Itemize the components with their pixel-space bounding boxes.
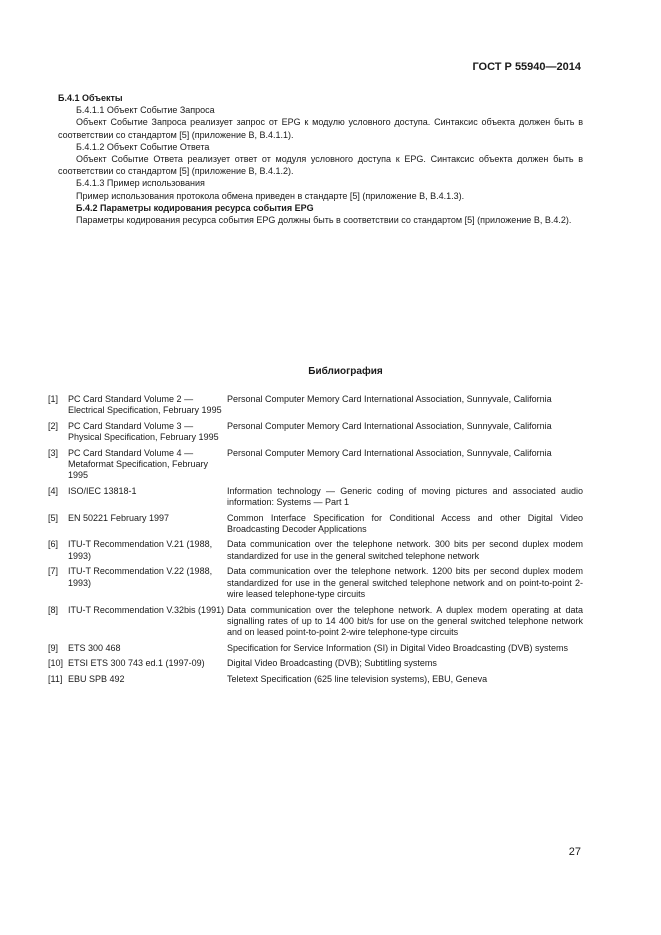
entry-number: [6]	[48, 539, 59, 550]
entry-reference: ITU-T Recommendation V.22 (1988, 1993)	[68, 566, 213, 588]
entry-reference: EBU SPB 492	[68, 673, 125, 684]
entry-description: Data communication over the telephone network. 1200 bits per second duplex modem standardized for use in the general switched telephone network and on point-to-point 2-wire leased telephone-type circuits	[227, 566, 583, 600]
subsection-heading: Б.4.1.1 Объект Событие Запроса	[76, 105, 215, 116]
subsection-heading: Б.4.1.2 Объект Событие Ответа	[76, 141, 210, 152]
entry-description: Common Interface Specification for Conditional Access and other Digital Video Broadcasting Decoder Applications	[227, 512, 583, 535]
entry-reference: ETSI ETS 300 743 ed.1 (1997-09)	[68, 658, 205, 669]
entry-description: Teletext Specification (625 line television systems), EBU, Geneva	[227, 673, 488, 684]
entry-description: Personal Computer Memory Card International Association, Sunnyvale, California	[227, 420, 552, 431]
bibliography-entry	[48, 566, 583, 600]
section-heading: Б.4.2 Параметры кодирования ресурса события EPG	[76, 202, 314, 213]
bibliography-entry	[48, 674, 583, 685]
entry-description: Specification for Service Information (SI) in Digital Video Broadcasting (DVB) systems	[227, 642, 568, 653]
section-heading: Б.4.1 Объекты	[58, 93, 123, 103]
entry-description: Digital Video Broadcasting (DVB); Subtitling systems	[227, 658, 437, 669]
bibliography-entry	[48, 643, 583, 654]
paragraph: Объект Событие Запроса реализует запрос от EPG к модулю условного доступа. Синтаксис объекта должен быть в соответствии со стандартом [5] (приложение В, В.4.1.1).	[58, 117, 583, 140]
entry-reference: PC Card Standard Volume 2 — Electrical Specification, February 1995	[68, 394, 222, 416]
paragraph: Пример использования протокола обмена приведен в стандарте [5] (приложение В, В.4.1.3).	[76, 190, 465, 201]
entry-number: [10]	[48, 658, 64, 669]
entry-number: [9]	[48, 642, 59, 653]
bibliography-title: Библиография	[308, 366, 383, 377]
entry-reference: EN 50221 February 1997	[68, 512, 170, 523]
entry-number: [2]	[48, 420, 59, 431]
document-id: ГОСТ Р 55940—2014	[472, 61, 581, 73]
body-text	[58, 92, 583, 226]
subsection-heading: Б.4.1.3 Пример использования	[76, 178, 205, 189]
bibliography-entry	[48, 658, 583, 669]
entry-reference: ITU-T Recommendation V.21 (1988, 1993)	[68, 539, 213, 561]
bibliography-entry	[48, 421, 583, 444]
entry-description: Data communication over the telephone network. A duplex modem operating at data signalling rates of up to 14 400 bit/s for use on the general switched telephone network and on leased point-to-point 2-wire telephone-type circuits	[227, 604, 583, 638]
bibliography-entry	[48, 539, 583, 562]
entry-description: Data communication over the telephone network. 300 bits per second duplex modem standardized for use in the general switched telephone network	[227, 539, 583, 561]
bibliography-entry	[48, 394, 583, 417]
bibliography-entry	[48, 513, 583, 536]
entry-description: Information technology — Generic coding of moving pictures and associated audio information: Systems — Part 1	[227, 485, 583, 508]
entry-number: [11]	[48, 673, 63, 684]
entry-reference: ITU-T Recommendation V.32bis (1991)	[68, 604, 225, 615]
entry-reference: ETS 300 468	[68, 642, 121, 653]
entry-number: [7]	[48, 566, 59, 577]
entry-number: [3]	[48, 447, 59, 458]
page-number: 27	[568, 846, 581, 858]
entry-description: Personal Computer Memory Card International Association, Sunnyvale, California	[227, 394, 552, 404]
bibliography-entry	[48, 486, 583, 509]
entry-reference: PC Card Standard Volume 4 — Metaformat Specification, February 1995	[68, 447, 209, 481]
paragraph: Параметры кодирования ресурса события EPG должны быть в соответствии со стандартом [5] (приложение В, В.4.2).	[76, 215, 572, 226]
entry-number: [1]	[48, 394, 59, 404]
bibliography-entry	[48, 605, 583, 639]
entry-number: [5]	[48, 512, 59, 523]
bibliography-list	[48, 394, 583, 689]
paragraph: Объект Событие Ответа реализует ответ от модуля условного доступа к EPG. Синтаксис объекта должен быть в соответствии со стандартом [5] (приложение В, В.4.1.2).	[58, 154, 583, 177]
entry-reference: PC Card Standard Volume 3 — Physical Specification, February 1995	[68, 420, 219, 443]
entry-description: Personal Computer Memory Card International Association, Sunnyvale, California	[227, 447, 552, 458]
entry-number: [4]	[48, 485, 59, 496]
entry-reference: ISO/IEC 13818-1	[68, 485, 137, 496]
bibliography-entry	[48, 448, 583, 482]
entry-number: [8]	[48, 604, 59, 615]
